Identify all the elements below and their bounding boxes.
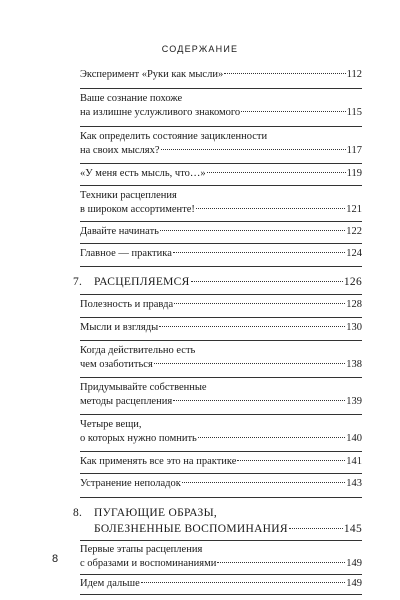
divider [80, 473, 362, 474]
toc-page-number: 149 [346, 578, 362, 589]
toc-entry [80, 167, 362, 181]
toc-entry [80, 344, 362, 372]
dot-leader [160, 230, 345, 231]
dot-leader [154, 363, 345, 364]
toc-page-number: 119 [346, 168, 362, 179]
dot-leader [182, 482, 345, 483]
dot-leader [161, 149, 346, 150]
toc-entry-title-cont: методы расцепления [80, 396, 173, 407]
toc-entry-title: Первые этапы расцепления [80, 544, 203, 555]
toc-entry [80, 381, 362, 409]
dot-leader [207, 172, 346, 173]
toc-entry-title-cont: чем озаботиться [80, 359, 153, 370]
toc-page-number: 124 [346, 248, 362, 259]
toc-page-number: 128 [346, 299, 362, 310]
divider [80, 377, 362, 378]
dot-leader [173, 252, 345, 253]
toc-entry-title: Четыре вещи, [80, 419, 142, 430]
toc-entry-title: Ваше сознание похоже [80, 93, 183, 104]
toc-entry [80, 225, 362, 239]
toc-entry-title: Как определить состояние зацикленности [80, 131, 268, 142]
toc-page-number: 117 [346, 145, 362, 156]
toc-entry-continued [80, 557, 362, 571]
toc-chapter [73, 274, 362, 290]
toc-entry-title: «У меня есть мысль, что…» [80, 168, 206, 179]
dot-leader [159, 326, 345, 327]
toc-entry [80, 543, 362, 557]
toc-entry [80, 298, 362, 312]
toc-entry [80, 247, 362, 261]
divider [80, 451, 362, 452]
divider [80, 266, 362, 267]
toc-entry-title: Идем дальше [80, 578, 140, 589]
divider [80, 414, 362, 415]
dot-leader [174, 303, 345, 304]
toc-entry [80, 189, 362, 217]
toc-page-number: 130 [346, 322, 362, 333]
dot-leader [196, 208, 345, 209]
toc-entry-title: Техники расцепления [80, 190, 177, 201]
toc-page-number: 143 [346, 478, 362, 489]
dot-leader [141, 582, 346, 583]
toc-entry [80, 92, 362, 120]
toc-entry-title-cont: на своих мыслях? [80, 145, 160, 156]
toc-entry-title: Давайте начинать [80, 226, 159, 237]
toc-page-number: 141 [346, 456, 362, 467]
toc-page-number: 121 [346, 204, 362, 215]
toc-entry-title: Эксперимент «Руки как мысли» [80, 69, 224, 80]
chapter-title-cont: БОЛЕЗНЕННЫЕ ВОСПОМИНАНИЯ [94, 523, 288, 535]
toc-page-number: 138 [346, 359, 362, 370]
toc-page-number: 145 [343, 523, 362, 535]
toc-entry [80, 321, 362, 335]
toc-page-number: 149 [346, 558, 362, 569]
toc-entry-title-cont: с образами и воспоминаниями [80, 558, 217, 569]
toc-entry-title: Как применять все это на практике [80, 456, 237, 467]
toc-entry-title: Когда действительно есть [80, 345, 196, 356]
toc-entry [80, 130, 362, 158]
divider [80, 126, 362, 127]
dot-leader [224, 73, 345, 74]
toc-page-number: 115 [346, 107, 362, 118]
dot-leader [217, 562, 345, 563]
chapter-number: 7. [73, 276, 83, 288]
toc-page-number: 112 [346, 69, 362, 80]
toc-entry [80, 418, 362, 446]
divider [80, 317, 362, 318]
toc-entry-title-cont: о которых нужно помнить [80, 433, 197, 444]
divider [80, 497, 362, 498]
toc-entry-title: Устранение неполадок [80, 478, 181, 489]
dot-leader [198, 437, 345, 438]
page-header: СОДЕРЖАНИЕ [161, 44, 239, 54]
dot-leader [241, 111, 345, 112]
chapter-title: РАСЦЕПЛЯЕМСЯ [94, 276, 190, 288]
toc-entry-title: Мысли и взгляды [80, 322, 159, 333]
divider [80, 594, 362, 595]
divider [80, 243, 362, 244]
toc-entry [80, 577, 362, 591]
dot-leader [289, 528, 343, 529]
toc-chapter [73, 505, 362, 537]
divider [80, 574, 362, 575]
toc-page-number: 126 [343, 276, 362, 288]
toc-entry-title: Придумывайте собственные [80, 382, 207, 393]
divider [80, 540, 362, 541]
divider [80, 185, 362, 186]
divider [80, 294, 362, 295]
divider [80, 221, 362, 222]
toc-page-number: 140 [346, 433, 362, 444]
divider [80, 163, 362, 164]
dot-leader [191, 281, 343, 282]
toc-entry-title: Главное — практика [80, 248, 172, 259]
toc-page-number: 139 [346, 396, 362, 407]
toc-entry [80, 455, 362, 469]
page-number: 8 [52, 553, 59, 565]
toc-entry [80, 477, 362, 491]
chapter-number: 8. [73, 507, 83, 519]
dot-leader [173, 400, 345, 401]
divider [80, 88, 362, 89]
toc-entry-title-cont: на излишне услужливого знакомого [80, 107, 241, 118]
toc-entry-title: Полезность и правда [80, 299, 174, 310]
toc-entry-title-cont: в широком ассортименте! [80, 204, 195, 215]
toc-entry [80, 68, 362, 82]
dot-leader [237, 460, 345, 461]
chapter-title: ПУГАЮЩИЕ ОБРАЗЫ, [94, 507, 218, 519]
toc-page-number: 122 [346, 226, 362, 237]
divider [80, 340, 362, 341]
